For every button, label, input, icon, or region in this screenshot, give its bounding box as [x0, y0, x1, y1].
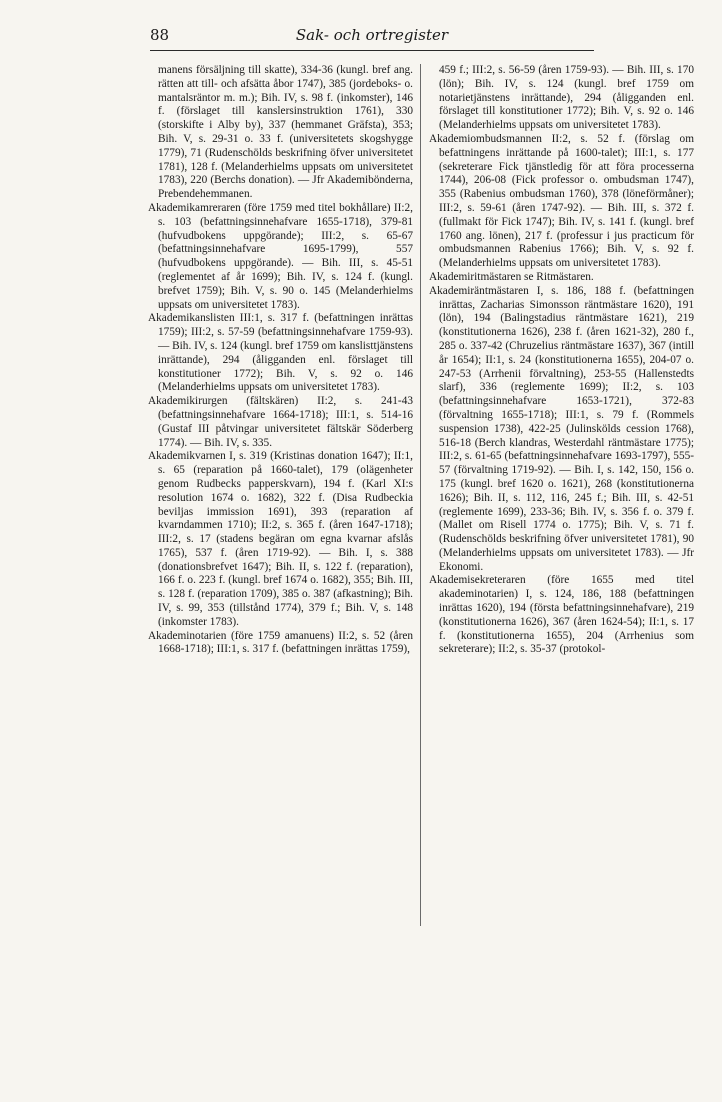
index-entry: Akademikirurgen (fältskären) II:2, s. 241-43 (befattningsinnehafvare 1664-1718); III:1, s. 514-16 (Gustaf III påtvingar universitetet fältskär Söderberg 1774). — Bih. IV, s. 335.	[148, 395, 413, 449]
page-number: 88	[150, 26, 170, 44]
register-columns	[148, 64, 694, 657]
index-entry: 459 f.; III:2, s. 56-59 (åren 1759-93). — Bih. III, s. 170 (lön); Bih. IV, s. 124 (kungl. bref 1759 om notarietjänstens inrättande), 294 (åligganden enl. förslaget till konstitutioner 1772); Bih. V, s. 92 o. 146 (Melanderhielms uppsats om universitetet 1783).	[439, 64, 694, 132]
index-entry: Akademikamreraren (före 1759 med titel bokhållare) II:2, s. 103 (befattningsinnehafvare 1655-1718), 379-81 (hufvudbokens uppgörande); III:2, s. 65-67 (befattningsinnehafvare 1695-1799), 557 (hufvudbokens uppgörande). — Bih. III, s. 45-51 (reglementet af år 1699); Bih. IV, s. 124 f. (kungl. brefvet 1759); Bih. V, s. 90 o. 145 (Melanderhielms uppsats om universitetet 1783).	[148, 201, 413, 311]
index-entry: Akademiombudsmannen II:2, s. 52 f. (förslag om befattningens inrättande på 1600-talet); III:1, s. 177 (sekreterare Fick tjänstledig för att föra processerna 1744), 206-08 (Fick professor o. ombudsman 1747), 355 (Rabenius ombudsman 1760), 378 (löneförmåner); III:2, s. 59-61 (åren 1747-92). — Bih. III, s. 372 f. (fullmakt för Fick 1747); Bih. IV, s. 141 f. (kungl. bref 1760 ang. lönen), 217 f. (professur i jus practicum för ombudsmannen Rabenius 1766); Bih. V, s. 92 f. (Melanderhielms uppsats om universitetet 1783).	[429, 132, 694, 270]
left-column	[148, 64, 413, 657]
index-entry: Akademiräntmästaren I, s. 186, 188 f. (befattningen inrättas, Zacharias Simonsson räntmästare 1620), 191 (lön), 194 (Balingstadius räntmästare 1621), 219 (konstitutionerna 1626), 238 f. (åren 1621-32), 280 f., 285 o. 337-42 (Chruzelius räntmästare 1637), 367 (intill år 1654); II:1, s. 24 (konstitutionerna 1655), 204-07 o. 247-53 (Arrhenii förvaltning), 253-55 (Hallenstedts slarf), 336 (reglemente 1699); II:2, s. 103 (befattningsinnehafvare 1653-1721), 372-83 (förvaltning 1655-1718); III:1, s. 79 f. (Rommels suspension 1738), 422-25 (Julinskölds cession 1768), 516-18 (Berch klandras, Westerdahl räntmästare 1775); III:2, s. 61-65 (befattningsinnehafvare 1693-1797), 555-57 (förvaltning 1719-92). — Bih. I, s. 142, 150, 156 o. 175 (kungl. bref 1620 o. 1621), 268 (konstitutionerna 1626); Bih. II, s. 112, 116, 245 f.; Bih. III, s. 42-51 (reglemente 1699), 233-36; Bih. IV, s. 356 f. o. 379 f. (Mallet om Risell 1774 o. 1775); Bih. V, s. 71 f. (Rudenschölds beskrifning öfver universitetet 1781), 90 (Melanderhielms uppsats om universitetet 1783). — Jfr Ekonomi.	[429, 284, 694, 573]
right-column	[429, 64, 694, 657]
index-entry: Akademiritmästaren se Ritmästaren.	[429, 270, 594, 283]
index-entry: Akademikvarnen I, s. 319 (Kristinas donation 1647); II:1, s. 65 (reparation på 1660-talet), 179 (olägenheter genom Rudbecks papperskvarn), 194 f. (Karl XI:s resolution 1674 o. 1682), 322 f. (Disa Rudbeckia beviljas immission 1691), 393 (reparation af kvarndammen 1710); II:2, s. 365 f. (åren 1647-1718); III:2, s. 17 (stadens begäran om egna kvarnar afslås 1765), 537 f. (åren 1719-92). — Bih. I, s. 388 (donationsbrefvet 1647); Bih. II, s. 122 f. (reparation), 166 f. o. 223 f. (kungl. bref 1674 o. 1682), 355; Bih. III, s. 128 f. (reparation 1709), 385 o. 387 (afkastning); Bih. IV, s. 99, 353 (tillstånd 1774), 379 f.; Bih. V, s. 148 (inkomster 1783).	[148, 450, 413, 628]
index-entry: Akademinotarien (före 1759 amanuens) II:2, s. 52 (åren 1668-1718); III:1, s. 317 f. (befattningen inrättas 1759),	[148, 629, 413, 656]
index-entry: manens försäljning till skatte), 334-36 (kungl. bref ang. rätten att till- och afsätta åbor 1747), 385 (jordeboks- o. mantalsräntor m. m.); Bih. IV, s. 98 f. (inkomster), 146 f. (förslaget till kanslersinstruktion 1761), 330 (storskifte i Alby by), 337 (hemmanet Gräfsta), 353; Bih. V, s. 29-31 o. 33 f. (universitetets skogshygge 1779), 71 (Rudenschölds beskrifning öfver universitetet 1781), 128 f. (Melanderhielms uppsats om universitetet 1783), 220 (Berchs donation). — Jfr Akademibönderna, Prebendehemmanen.	[158, 64, 413, 201]
running-title: Sak- och ortregister	[295, 26, 449, 44]
index-entry: Akademisekreteraren (före 1655 med titel akademinotarien) I, s. 124, 186, 188 (befattningen inrättas 1620), 194 (första befattningsinnehafvare), 219 (konstitutionerna 1626), 367 (åren 1624-54); II:1, s. 17 f. (konstitutionerna 1655), 204 (Arrhenius som sekreterare); II:2, s. 35-37 (protokol-	[429, 574, 694, 656]
index-entry: Akademikanslisten III:1, s. 317 f. (befattningen inrättas 1759); III:2, s. 57-59 (befattningsinnehafvare 1759-93). — Bih. IV, s. 124 (kungl. bref 1759 om kanslisttjänstens inrättande), 294 (åligganden enl. förslaget till konstitutioner 1772); Bih. V, s. 92 o. 146 (Melanderhielms uppsats om universitetet 1783).	[148, 312, 413, 394]
page-header	[150, 26, 594, 51]
